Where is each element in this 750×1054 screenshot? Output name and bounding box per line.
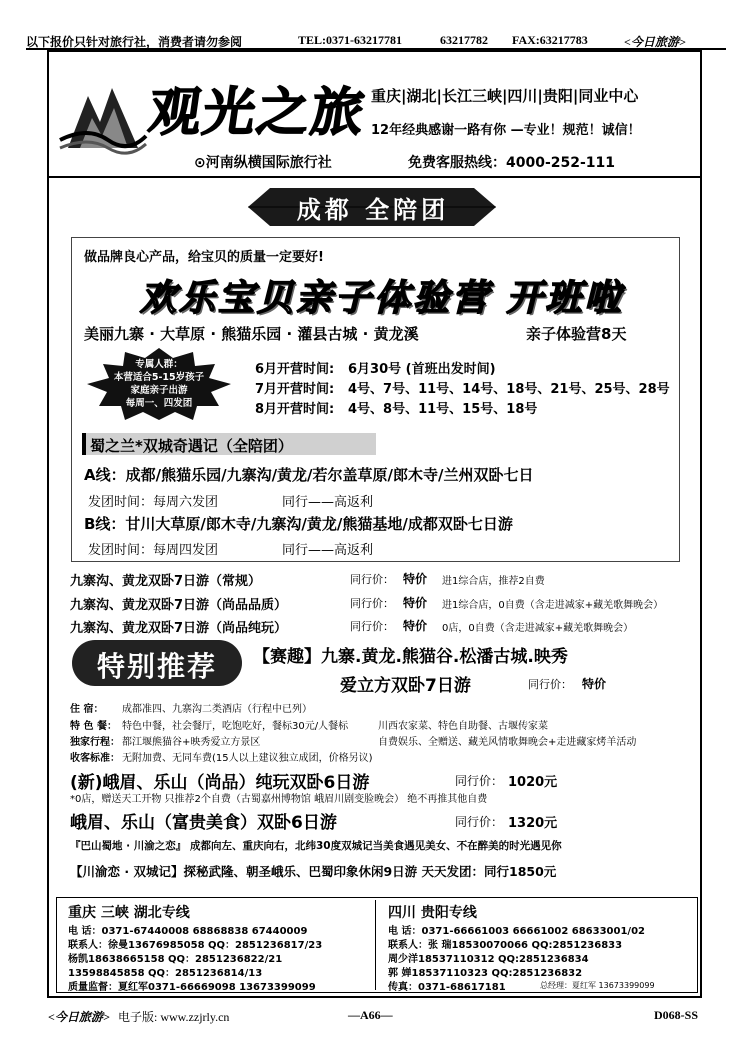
detail-value: 特色中餐，社会餐厅，吃饱吃好，餐标30元/人餐标 <box>122 721 349 732</box>
jiuzhai-price: 特价 <box>403 596 428 610</box>
right-contact-row: 郭 婵18537110323 QQ:2851236832 <box>388 968 583 979</box>
left-contact-title: 重庆 三峡 湖北专线 <box>68 905 190 921</box>
emei-price-label: 同行价： <box>455 774 504 788</box>
badge-line: 专属人群： <box>135 359 183 370</box>
jiuzhai-price-label: 同行价： <box>350 573 394 586</box>
tel2-text: 63217782 <box>440 33 488 47</box>
left-contact-row: 13598845858 QQ：2851236814/13 <box>68 968 263 979</box>
detail-extra: 川西农家菜、特色自助餐、古堰传家菜 <box>378 721 548 732</box>
contacts-divider <box>375 900 376 990</box>
schedule-month: 8月开营时间: <box>255 402 335 417</box>
special-title-1: 【赛趣】九寨.黄龙.熊猫谷.松潘古城.映秀 <box>253 647 568 667</box>
line-a-rebate: 同行——高返利 <box>282 495 374 510</box>
notice-text: 以下报价只针对旅行社，消费者请勿参阅 <box>26 35 243 49</box>
line-a-depart: 发团时间：每周六发团 <box>88 495 219 510</box>
fax-text: FAX:63217783 <box>512 33 588 47</box>
detail-extra: 自费娱乐、全赠送、藏羌风情歌舞晚会+走进藏家烤羊活动 <box>378 737 637 748</box>
footer-page: —A66— <box>348 1008 393 1022</box>
jiuzhai-note: 0店，0自费（含走进减家+藏羌歌舞晚会） <box>442 623 634 634</box>
bashu-line-1: 『巴山蜀地 · 川渝之恋』 成都向左、重庆向右，北纬30度双城记当美食遇见美女、不在醉美的时光遇见你 <box>70 840 562 852</box>
line-b-route: B线：甘川大草原/郎木寺/九寨沟/黄龙/熊猫基地/成都双卧七日游 <box>84 515 513 533</box>
left-contact-row: 杨凯18638665158 QQ：2851236822/21 <box>68 954 283 965</box>
right-contact-row: 联系人：张 瑞18530070066 QQ:2851236833 <box>388 940 623 951</box>
detail-key: 独家行程： <box>70 737 120 748</box>
badge-line: 家庭亲子出游 <box>130 385 188 396</box>
detail-value: 成都准四、九寨沟二类酒店（行程中已列） <box>122 704 312 715</box>
emei-price: 1020元 <box>508 775 558 790</box>
shuzhilan-title: 蜀之兰*双城奇遇记（全陪团） <box>90 437 293 455</box>
right-supervisor: 总经理：夏红军 13673399099 <box>540 981 655 990</box>
bashu-line-2: 【川渝恋 · 双城记】探秘武隆、朝圣峨乐、巴蜀印象休闲9日游 天天发团：同行1850元 <box>70 864 557 879</box>
special-price: 特价 <box>582 677 607 691</box>
detail-key: 住 宿： <box>70 704 104 715</box>
banner-title: 成都 全陪团 <box>296 196 450 224</box>
right-contact-row: 电 话：0371-66661003 66661002 68633001/02 <box>388 926 645 937</box>
jiuzhai-note: 进1综合店，0自费（含走进减家+藏羌歌舞晚会） <box>442 600 664 611</box>
emei-name: (新)峨眉、乐山（尚品）纯玩双卧6日游 <box>70 773 370 793</box>
jiuzhai-name: 九寨沟、黄龙双卧7日游（尚品纯玩） <box>70 621 288 636</box>
emei-name: 峨眉、乐山（富贵美食）双卧6日游 <box>70 813 337 833</box>
right-contact-row: 周少洋18537110312 QQ:2851236834 <box>388 954 589 965</box>
jiuzhai-price: 特价 <box>403 572 428 586</box>
tel-text: TEL:0371-63217781 <box>298 33 403 47</box>
line-b-rebate: 同行——高返利 <box>282 543 374 558</box>
schedule-month: 7月开营时间: <box>255 382 335 397</box>
detail-value: 都江堰熊猫谷+映秀爱立方景区 <box>122 737 261 748</box>
footer-code: D068-SS <box>654 1008 699 1022</box>
jiuzhai-price-label: 同行价： <box>350 620 394 633</box>
slogan-text: 12年经典感谢一路有你 —专业！规范！诚信！ <box>371 123 641 138</box>
detail-value: 无附加费、无同车费(15人以上建议独立成团，价格另议) <box>122 753 373 764</box>
schedule-month: 6月开营时间: <box>255 362 335 377</box>
emei-note: *0店，赠送天工开物 只推荐2个自费（古蜀嘉州博物馆 峨眉川剧变脸晚会） 绝不再推其他自费 <box>70 794 488 805</box>
right-contact-row: 传真：0371-68617181 <box>388 982 506 993</box>
logo-wordmark: 观光之旅 <box>145 83 370 143</box>
schedule-dates: 4号、8号、11号、15号、18号 <box>348 402 538 417</box>
schedule-dates: 4号、7号、11号、14号、18号、21号、25号、28号 <box>348 382 670 397</box>
jiuzhai-note: 进1综合店，推荐2自费 <box>442 576 545 587</box>
badge-line: 本营适合5-15岁孩子 <box>113 372 205 383</box>
brand-text: <今日旅游> <box>624 35 686 49</box>
line-a-route: A线：成都/熊猫乐园/九寨沟/黄龙/若尔盖草原/郎木寺/兰州双卧七日 <box>84 466 534 484</box>
special-price-label: 同行价： <box>528 678 572 691</box>
jiuzhai-price-label: 同行价： <box>350 597 394 610</box>
special-title-2: 爱立方双卧7日游 <box>340 676 471 696</box>
left-contact-row: 质量监督：夏红军0371-66669098 13673399099 <box>68 982 316 993</box>
camp-route: 美丽九寨 · 大草原 · 熊猫乐园 · 灌县古城 · 黄龙溪 <box>84 325 419 343</box>
badge-line: 每周一、四发团 <box>125 398 193 409</box>
camp-duration: 亲子体验营8天 <box>526 325 627 343</box>
left-contact-row: 电 话：0371-67440008 68868838 67440009 <box>68 926 308 937</box>
agency-name: ⊙河南纵横国际旅行社 <box>194 155 332 171</box>
special-badge: 特别推荐 <box>96 650 217 683</box>
right-contact-title: 四川 贵阳专线 <box>388 905 477 921</box>
mountain-logo-icon <box>58 78 148 156</box>
jiuzhai-price: 特价 <box>403 619 428 633</box>
jiuzhai-name: 九寨沟、黄龙双卧7日游（常规） <box>70 574 262 589</box>
header-divider <box>47 176 702 178</box>
centers-text: 重庆|湖北|长江三峡|四川|贵阳|同业中心 <box>371 87 639 105</box>
detail-key: 特 色 餐： <box>70 721 117 732</box>
line-b-depart: 发团时间：每周四发团 <box>88 543 219 558</box>
footer-brand: <今日旅游> <box>48 1010 110 1024</box>
emei-price: 1320元 <box>508 816 558 831</box>
camp-tagline: 做品牌良心产品，给宝贝的质量一定要好! <box>84 250 324 265</box>
hotline-text: 免费客服热线：4000-252-111 <box>408 155 616 171</box>
schedule-dates: 6月30号 (首班出发时间) <box>348 362 496 377</box>
jiuzhai-name: 九寨沟、黄龙双卧7日游（尚品品质） <box>70 598 288 613</box>
emei-price-label: 同行价： <box>455 815 504 829</box>
detail-key: 收客标准： <box>70 753 120 764</box>
left-contact-row: 联系人：徐曼13676985058 QQ：2851236817/23 <box>68 940 323 951</box>
footer-website: 电子版: www.zzjrly.cn <box>118 1010 230 1024</box>
camp-title: 欢乐宝贝亲子体验营 开班啦 <box>140 278 624 319</box>
